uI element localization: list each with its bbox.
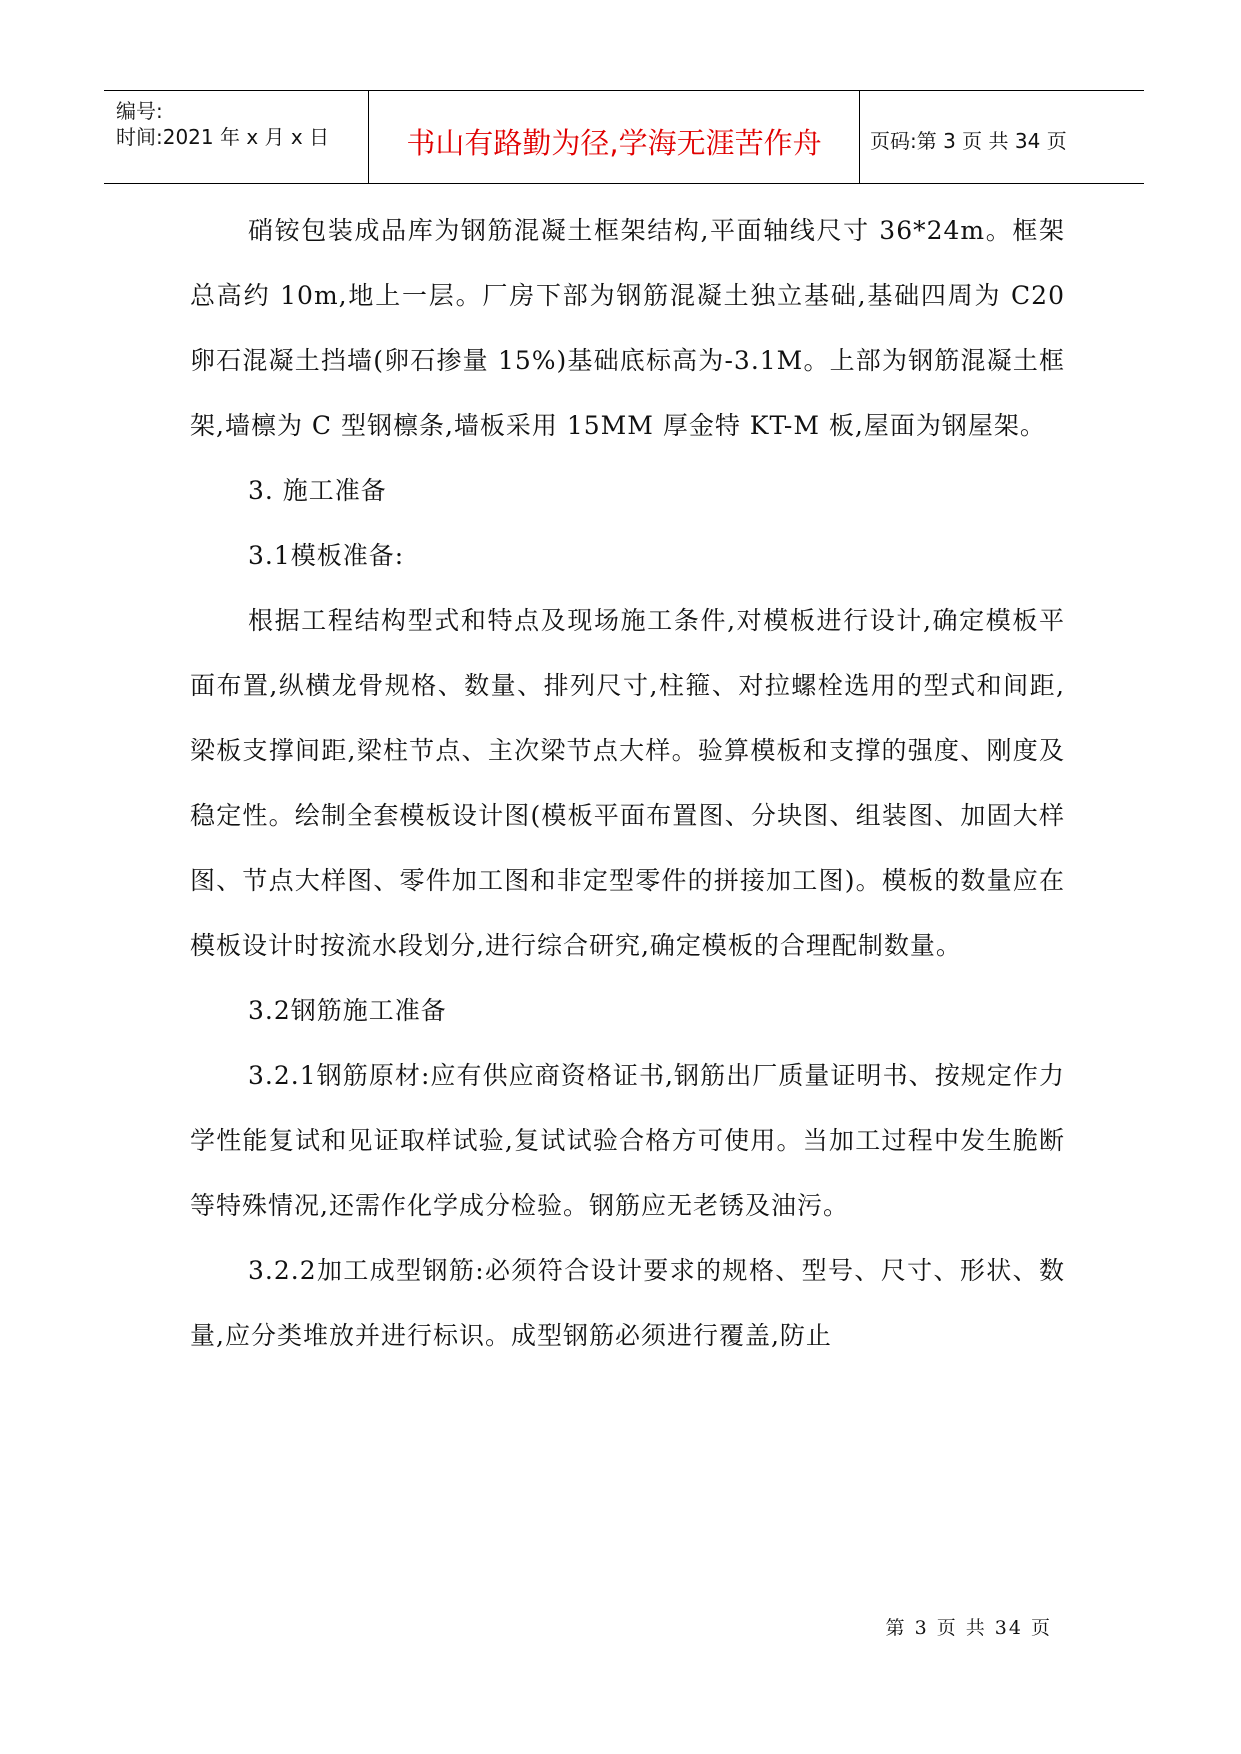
page-header (104, 90, 1144, 184)
motto-text: 书山有路勤为径,学海无涯苦作舟 (406, 126, 822, 160)
number-label: 编号: (116, 99, 163, 123)
header-page-info: 页码:第 3 页 共 34 页 (870, 129, 1067, 153)
header-motto-cell (369, 91, 860, 183)
subsection-heading-formwork: 3.1模板准备: (248, 541, 405, 570)
paragraph-formwork-design: 根据工程结构型式和特点及现场施工条件,对模板进行设计,确定模板平面布置,纵横龙骨规格、数量、排列尺寸,柱箍、对拉螺栓选用的型式和间距,梁板支撑间距,梁柱节点、主次梁节点大样。验算模板和支撑的强度、刚度及稳定性。绘制全套模板设计图(模板平面布置图、分块图、组装图、加固大样图、节点大样图、零件加工图和非定型零件的拼接加工图)。模板的数量应在模板设计时按流水段划分,进行综合研究,确定模板的合理配制数量。 (190, 606, 1065, 960)
time-label: 时间:2021 年 x 月 x 日 (116, 125, 330, 149)
header-page-cell (860, 91, 1144, 183)
paragraph-project-overview: 硝铵包装成品库为钢筋混凝土框架结构,平面轴线尺寸 36*24m。框架总高约 10m,地上一层。厂房下部为钢筋混凝土独立基础,基础四周为 C20 卵石混凝土挡墙(卵石掺量 15%)基础底标高为-3.1M。上部为钢筋混凝土框架,墙檩为 C 型钢檩条,墙板采用 15MM 厚金特 KT-M 板,屋面为钢屋架。 (190, 216, 1065, 440)
subsection-heading-rebar: 3.2钢筋施工准备 (248, 996, 447, 1025)
paragraph-rebar-raw-material: 3.2.1钢筋原材:应有供应商资格证书,钢筋出厂质量证明书、按规定作力学性能复试和见证取样试验,复试试验合格方可使用。当加工过程中发生脆断等特殊情况,还需作化学成分检验。钢筋应无老锈及油污。 (190, 1061, 1065, 1220)
page-footer: 第 3 页 共 34 页 (885, 1617, 1052, 1639)
section-heading-construction-prep: 3. 施工准备 (248, 476, 387, 505)
header-meta-cell (104, 91, 369, 183)
paragraph-rebar-processing: 3.2.2加工成型钢筋:必须符合设计要求的规格、型号、尺寸、形状、数量,应分类堆放并进行标识。成型钢筋必须进行覆盖,防止 (190, 1256, 1065, 1350)
document-body (190, 198, 1065, 1368)
